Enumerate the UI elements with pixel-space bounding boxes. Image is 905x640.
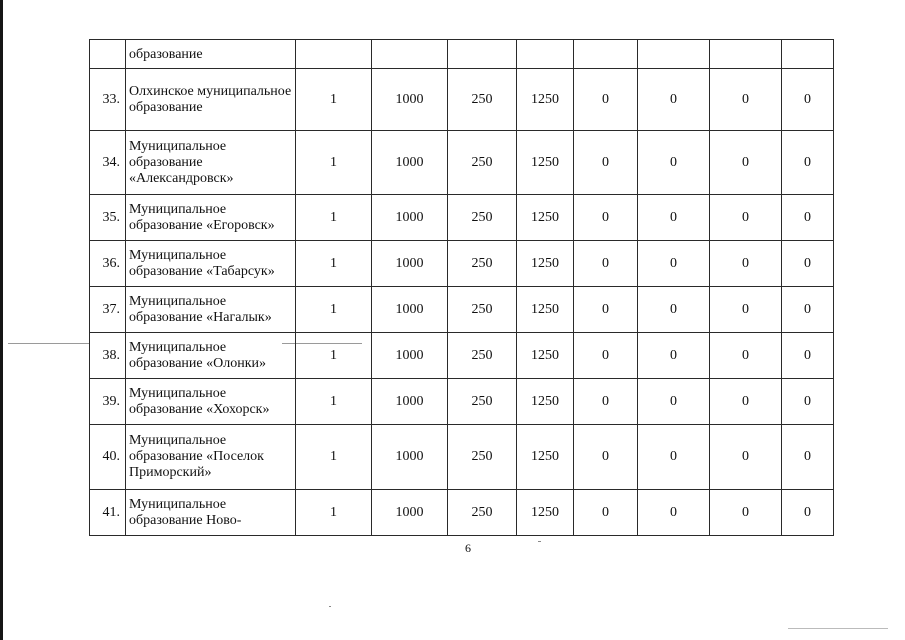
value-cell: 250	[448, 131, 517, 195]
row-number-cell: 36.	[90, 241, 126, 287]
value-cell: 1000	[372, 425, 448, 490]
value-cell	[296, 40, 372, 69]
table-row	[90, 69, 834, 131]
value-cell: 250	[448, 195, 517, 241]
value-cell: 0	[574, 287, 638, 333]
page-number: 6	[465, 541, 471, 555]
value-cell: 0	[710, 287, 782, 333]
value-cell: 1250	[517, 131, 574, 195]
table-row	[90, 131, 834, 195]
value-cell: 1	[296, 195, 372, 241]
value-cell: 250	[448, 490, 517, 536]
row-number-cell	[90, 40, 126, 69]
value-cell: 1250	[517, 195, 574, 241]
scan-artifact-line	[8, 343, 90, 344]
value-cell: 0	[638, 69, 710, 131]
value-cell: 0	[638, 425, 710, 490]
value-cell: 0	[782, 333, 834, 379]
value-cell: 1000	[372, 379, 448, 425]
municipality-name-cell: Олхинское муниципальное образование	[126, 69, 296, 131]
row-number-cell: 33.	[90, 69, 126, 131]
value-cell: 0	[574, 131, 638, 195]
value-cell: 1	[296, 69, 372, 131]
table-row-continuation	[90, 40, 834, 69]
value-cell: 250	[448, 241, 517, 287]
value-cell: 0	[638, 490, 710, 536]
value-cell: 0	[782, 241, 834, 287]
table-row	[90, 287, 834, 333]
municipality-name-cell: Муниципальное образование «Олонки»	[126, 333, 296, 379]
value-cell: 0	[638, 379, 710, 425]
value-cell: 1250	[517, 490, 574, 536]
value-cell: 1250	[517, 69, 574, 131]
row-number-cell: 35.	[90, 195, 126, 241]
value-cell: 0	[710, 69, 782, 131]
row-number-cell: 34.	[90, 131, 126, 195]
value-cell: 250	[448, 287, 517, 333]
value-cell: 0	[574, 490, 638, 536]
value-cell	[517, 40, 574, 69]
value-cell: 0	[574, 333, 638, 379]
table-row	[90, 490, 834, 536]
row-number-cell: 41.	[90, 490, 126, 536]
value-cell: 250	[448, 425, 517, 490]
value-cell: 1250	[517, 425, 574, 490]
value-cell: 1250	[517, 241, 574, 287]
municipality-name-cell: Муниципальное образование «Поселок Приморский»	[126, 425, 296, 490]
table-row	[90, 195, 834, 241]
row-number-cell: 37.	[90, 287, 126, 333]
table-row	[90, 241, 834, 287]
value-cell: 1	[296, 241, 372, 287]
value-cell: 0	[574, 379, 638, 425]
municipality-name-cell: Муниципальное образование «Хохорск»	[126, 379, 296, 425]
value-cell: 1000	[372, 490, 448, 536]
value-cell: 0	[710, 490, 782, 536]
value-cell: 1000	[372, 241, 448, 287]
value-cell: 250	[448, 333, 517, 379]
municipality-name-cell: Муниципальное образование «Нагалык»	[126, 287, 296, 333]
value-cell: 1250	[517, 287, 574, 333]
value-cell: 0	[710, 333, 782, 379]
value-cell: 1	[296, 287, 372, 333]
value-cell: 0	[638, 195, 710, 241]
table-row	[90, 425, 834, 490]
municipality-name-cell: образование	[126, 40, 296, 69]
municipality-name-cell: Муниципальное образование Ново-	[126, 490, 296, 536]
value-cell: 1250	[517, 379, 574, 425]
value-cell	[638, 40, 710, 69]
value-cell: 0	[638, 287, 710, 333]
value-cell: 0	[782, 287, 834, 333]
row-number-cell: 39.	[90, 379, 126, 425]
scan-left-edge	[0, 0, 3, 640]
value-cell: 1	[296, 379, 372, 425]
value-cell: 1	[296, 131, 372, 195]
value-cell: 1	[296, 333, 372, 379]
value-cell: 0	[574, 241, 638, 287]
value-cell	[782, 40, 834, 69]
value-cell: 0	[782, 69, 834, 131]
value-cell: 0	[710, 195, 782, 241]
value-cell: 250	[448, 379, 517, 425]
row-number-cell: 38.	[90, 333, 126, 379]
value-cell: 0	[638, 131, 710, 195]
value-cell: 0	[638, 241, 710, 287]
value-cell: 1250	[517, 333, 574, 379]
value-cell	[372, 40, 448, 69]
municipality-name-cell: Муниципальное образование «Табарсук»	[126, 241, 296, 287]
value-cell: 0	[782, 490, 834, 536]
row-number-cell: 40.	[90, 425, 126, 490]
municipality-name-cell: Муниципальное образование «Александровск»	[126, 131, 296, 195]
value-cell: 1000	[372, 195, 448, 241]
value-cell	[448, 40, 517, 69]
value-cell: 0	[710, 425, 782, 490]
value-cell: 0	[710, 131, 782, 195]
value-cell: 0	[574, 425, 638, 490]
value-cell: 0	[782, 131, 834, 195]
value-cell: 1	[296, 425, 372, 490]
value-cell: 1000	[372, 69, 448, 131]
value-cell: 1	[296, 490, 372, 536]
scan-speck	[788, 628, 888, 629]
value-cell: 1000	[372, 333, 448, 379]
value-cell: 0	[782, 195, 834, 241]
value-cell: 250	[448, 69, 517, 131]
value-cell: 0	[710, 379, 782, 425]
scan-speck	[538, 541, 541, 542]
value-cell: 1000	[372, 287, 448, 333]
value-cell: 0	[638, 333, 710, 379]
value-cell: 0	[574, 69, 638, 131]
budget-table	[89, 39, 834, 536]
table-row	[90, 379, 834, 425]
value-cell: 0	[782, 379, 834, 425]
value-cell: 1000	[372, 131, 448, 195]
value-cell: 0	[710, 241, 782, 287]
municipality-name-cell: Муниципальное образование «Егоровск»	[126, 195, 296, 241]
value-cell	[574, 40, 638, 69]
table-row	[90, 333, 834, 379]
scan-speck	[329, 606, 331, 607]
value-cell: 0	[574, 195, 638, 241]
value-cell: 0	[782, 425, 834, 490]
value-cell	[710, 40, 782, 69]
